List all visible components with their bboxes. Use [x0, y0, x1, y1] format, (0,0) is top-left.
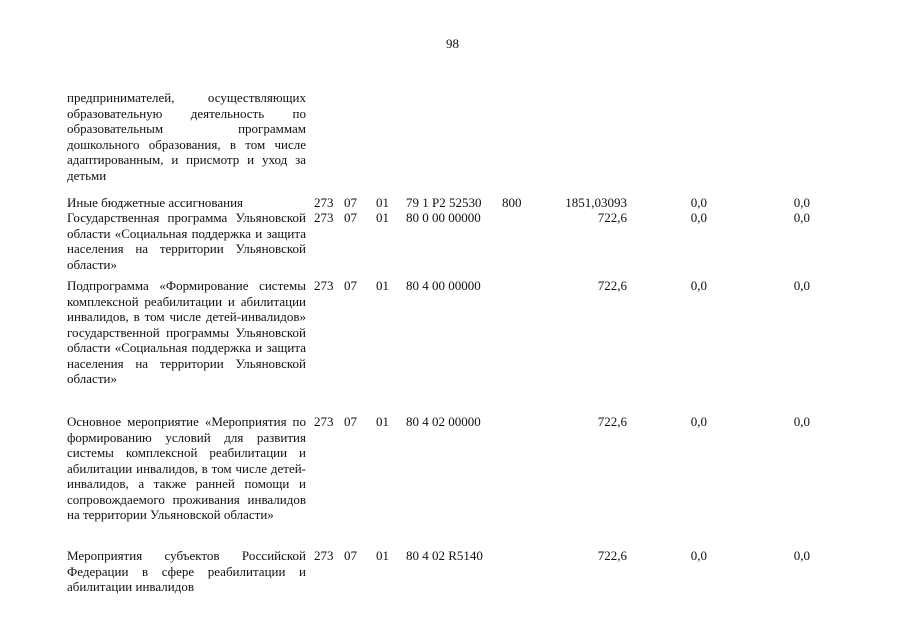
cell-sum-1: 722,6 [597, 210, 627, 225]
cell-sum-3: 0,0 [793, 195, 810, 210]
cell-ved: 273 [314, 210, 334, 225]
cell-ved: 273 [314, 195, 334, 210]
cell-sum-2: 0,0 [690, 414, 707, 429]
page-number: 98 [446, 36, 459, 51]
cell-sum-3: 0,0 [793, 278, 810, 293]
cell-rz: 07 [344, 548, 357, 563]
budget-table [67, 90, 897, 598]
row-description: предпринимателей, осуществляющих образовательную деятельность по образовательным программам дошкольного образования, в том числе адаптированным, и присмотр и уход за детьми [67, 90, 306, 183]
cell-csr: 80 4 02 00000 [406, 414, 481, 429]
cell-pr: 01 [376, 548, 389, 563]
cell-rz: 07 [344, 278, 357, 293]
cell-sum-2: 0,0 [690, 210, 707, 225]
table-row [67, 548, 897, 598]
cell-csr: 80 0 00 00000 [406, 210, 481, 225]
row-description: Подпрограмма «Формирование системы комплексной реабилитации и абилитации инвалидов, в том числе детей-инвалидов» государственной программы Ульяновской области «Социальная поддержка и защита населения на территории Ульяновской области» [67, 278, 306, 386]
cell-sum-2: 0,0 [690, 278, 707, 293]
cell-rz: 07 [344, 210, 357, 225]
cell-pr: 01 [376, 195, 389, 210]
cell-csr: 79 1 Р2 52530 [406, 195, 482, 210]
cell-sum-3: 0,0 [793, 210, 810, 225]
cell-ved: 273 [314, 548, 334, 563]
cell-pr: 01 [376, 278, 389, 293]
cell-rz: 07 [344, 414, 357, 429]
cell-csr: 80 4 02 R5140 [406, 548, 483, 563]
cell-sum-3: 0,0 [793, 414, 810, 429]
cell-pr: 01 [376, 414, 389, 429]
cell-sum-1: 1851,03093 [565, 195, 627, 210]
cell-sum-1: 722,6 [597, 548, 627, 563]
cell-ved: 273 [314, 414, 334, 429]
cell-sum-2: 0,0 [690, 195, 707, 210]
row-description: Основное мероприятие «Мероприятия по формированию условий для развития системы комплексной реабилитации и абилитации инвалидов, в том числе детей-инвалидов, а также ранней помощи и сопровождаемого проживания инвалидов на территории Ульяновской области» [67, 414, 306, 522]
cell-sum-1: 722,6 [597, 414, 627, 429]
table-row [67, 414, 897, 548]
cell-vr: 800 [502, 195, 522, 210]
cell-pr: 01 [376, 210, 389, 225]
cell-rz: 07 [344, 195, 357, 210]
row-description: Иные бюджетные ассигнования [67, 195, 244, 210]
row-description: Мероприятия субъектов Российской Федерации в сфере реабилитации и абилитации инвалидов [67, 548, 306, 594]
table-row [67, 90, 897, 195]
cell-ved: 273 [314, 278, 334, 293]
cell-sum-2: 0,0 [690, 548, 707, 563]
table-row [67, 210, 897, 278]
cell-sum-3: 0,0 [793, 548, 810, 563]
table-row [67, 195, 897, 210]
cell-csr: 80 4 00 00000 [406, 278, 481, 293]
table-row [67, 278, 897, 414]
row-description: Государственная программа Ульяновской области «Социальная поддержка и защита населения на территории Ульяновской области» [67, 210, 306, 272]
cell-sum-1: 722,6 [597, 278, 627, 293]
